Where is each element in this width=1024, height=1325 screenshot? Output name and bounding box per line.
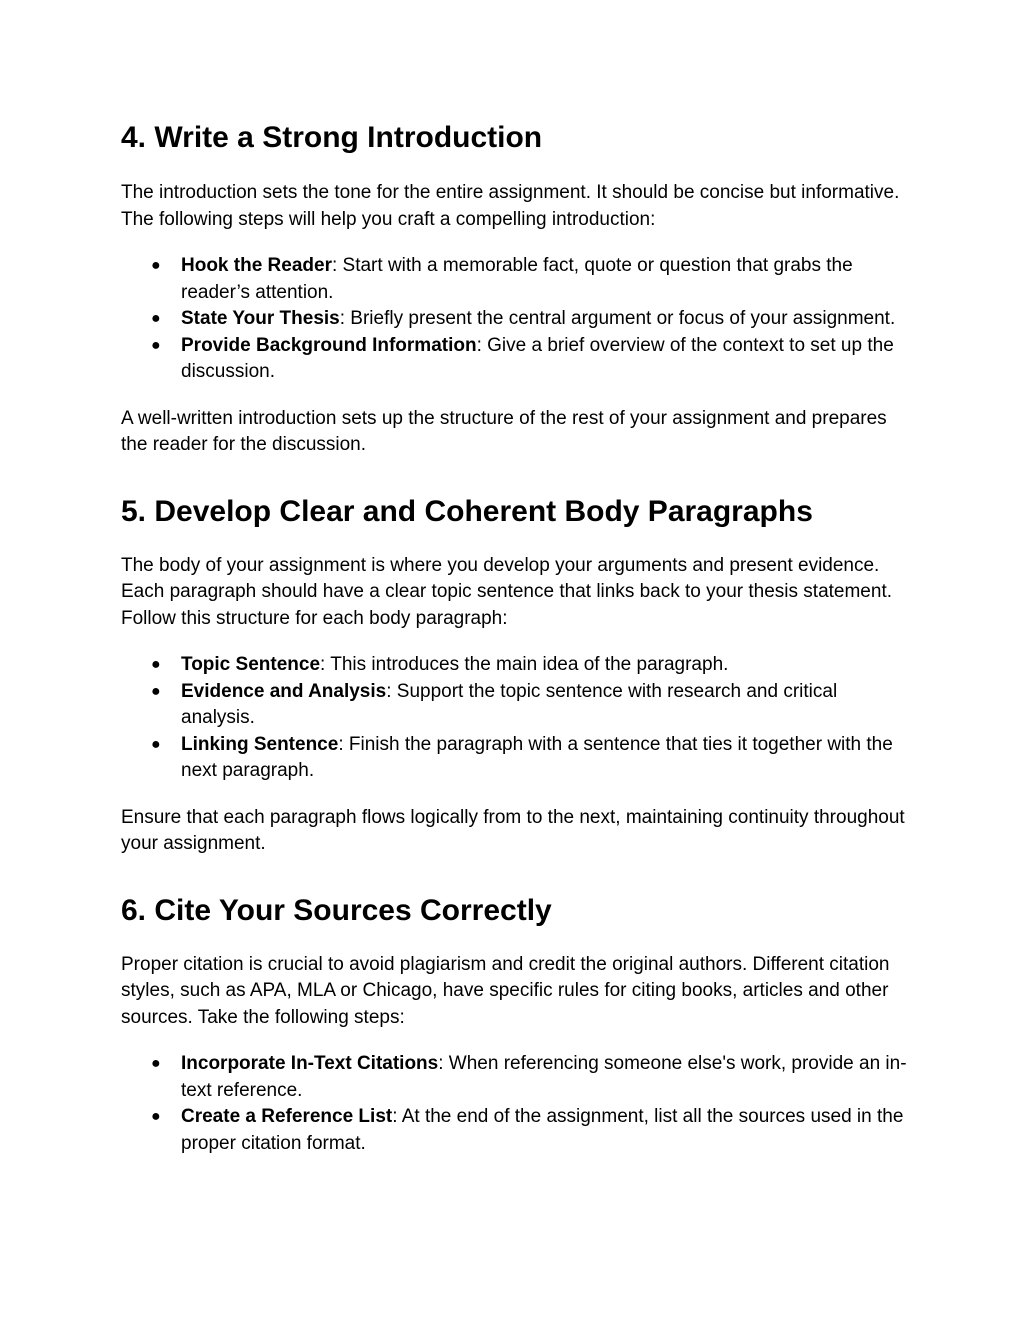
list-item — [121, 652, 911, 679]
section-heading — [121, 118, 911, 158]
section-outro-paragraph: A well-written introduction sets up the structure of the rest of your assignment and prepares the reader for the discussion. — [121, 407, 887, 455]
section-outro-paragraph: Ensure that each paragraph flows logically from to the next, maintaining continuity throughout your assignment. — [121, 806, 905, 854]
list-item — [121, 306, 911, 333]
section-cite-sources — [121, 891, 911, 1158]
list-item-text: : Give a brief overview of the context to set up the discussion. — [181, 334, 894, 382]
section-heading — [121, 492, 911, 532]
list-item-text: : This introduces the main idea of the paragraph. — [320, 654, 729, 675]
document-page — [121, 118, 911, 1157]
list-item-text: : Finish the paragraph with a sentence that ties it together with the next paragraph. — [181, 733, 893, 781]
section-body-paragraphs — [121, 492, 911, 858]
section-write-introduction — [121, 118, 911, 459]
bullet-list — [121, 652, 911, 785]
list-item-text: : At the end of the assignment, list all the sources used in the proper citation format. — [181, 1106, 904, 1154]
bullet-list — [121, 253, 911, 386]
section-intro-paragraph: The introduction sets the tone for the entire assignment. It should be concise but informative. The following steps will help you craft a compelling introduction: — [121, 182, 900, 230]
section-intro-paragraph: Proper citation is crucial to avoid plagiarism and credit the original authors. Different citation styles, such as APA, MLA or Chicago, have specific rules for citing books, articles and other sources. Take the following steps: — [121, 953, 890, 1028]
list-item — [121, 333, 911, 386]
list-item — [121, 1104, 911, 1157]
bullet-icon: ● — [151, 656, 161, 673]
list-item-text: : Support the topic sentence with research and critical analysis. — [181, 680, 838, 728]
section-intro-paragraph: The body of your assignment is where you develop your arguments and present evidence. Each paragraph should have a clear topic sentence that links back to your thesis statement. Follow this structure for each body paragraph: — [121, 554, 893, 629]
list-item-term: State Your Thesis — [181, 308, 340, 329]
list-item — [121, 679, 911, 732]
list-item-term: Evidence and Analysis — [181, 680, 387, 702]
list-item-term: Hook the Reader — [181, 255, 332, 276]
section-title: Develop Clear and Coherent Body Paragraphs — [154, 494, 813, 528]
bullet-list — [121, 1051, 911, 1157]
bullet-icon: ● — [151, 336, 161, 354]
list-item-text: : Start with a memorable fact, quote or question that grabs the reader’s attention. — [181, 255, 853, 303]
section-number: 4. — [121, 121, 147, 154]
section-number: 5. — [121, 494, 147, 528]
bullet-icon: ● — [151, 682, 161, 700]
section-title: Cite Your Sources Correctly — [154, 893, 552, 927]
bullet-icon: ● — [151, 257, 161, 274]
section-number: 6. — [121, 893, 147, 927]
list-item — [121, 1051, 911, 1104]
list-item-term: Provide Background Information — [181, 334, 477, 356]
list-item-term: Incorporate In-Text Citations — [181, 1053, 439, 1074]
bullet-icon: ● — [151, 735, 161, 753]
list-item-term: Topic Sentence — [181, 654, 321, 675]
list-item-text: : Briefly present the central argument or focus of your assignment. — [339, 308, 896, 329]
bullet-icon: ● — [151, 310, 161, 327]
list-item — [121, 253, 911, 306]
section-title: Write a Strong Introduction — [154, 121, 543, 154]
bullet-icon: ● — [151, 1108, 161, 1125]
bullet-icon: ● — [151, 1055, 161, 1072]
list-item — [121, 732, 911, 785]
list-item-term: Create a Reference List — [181, 1106, 393, 1127]
list-item-term: Linking Sentence — [181, 733, 339, 755]
list-item-text: : When referencing someone else's work, provide an in-text reference. — [181, 1053, 907, 1101]
section-heading — [121, 891, 911, 931]
